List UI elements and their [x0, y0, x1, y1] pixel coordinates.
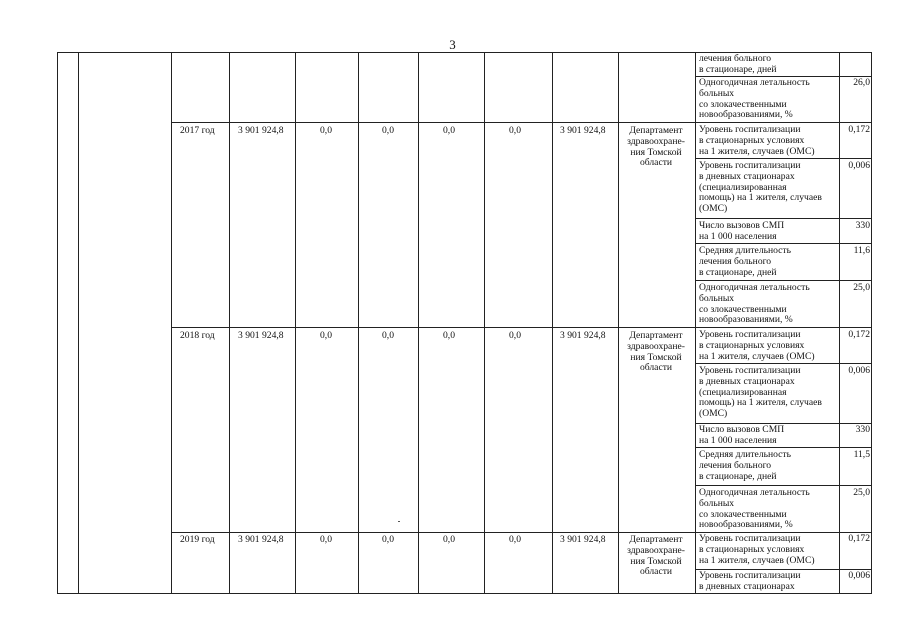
column-line: [839, 52, 840, 594]
indicator-name: Уровень госпитализации в стационарных условиях на 1 жителя, случаев (ОМС): [699, 329, 815, 362]
indicator-separator: [696, 243, 872, 244]
column-line: [618, 52, 619, 594]
indicator-name: Средняя длительность лечения больного в стационаре, дней: [699, 245, 791, 278]
total-amount: 3 901 924,8: [238, 125, 284, 136]
year-separator: [172, 122, 872, 123]
amount-cell: 0,0: [443, 534, 455, 545]
indicator-separator: [696, 280, 872, 281]
total-amount: 3 901 924,8: [238, 330, 284, 341]
year-label: 2018 год: [180, 330, 215, 341]
regional-amount: 3 901 924,8: [560, 330, 606, 341]
total-amount: 3 901 924,8: [238, 534, 284, 545]
federal-amount: 0,0: [320, 125, 332, 136]
indicator-value: 0,006: [848, 160, 870, 171]
indicator-value: 11,6: [853, 245, 870, 256]
indicator-name: лечения больного в стационаре, дней: [699, 53, 777, 75]
amount-cell: 0,0: [382, 125, 394, 136]
indicator-name: Уровень госпитализации в стационарных условиях на 1 жителя, случаев (ОМС): [699, 533, 815, 566]
indicator-value: 0,006: [848, 365, 870, 376]
amount-cell: 0,0: [443, 125, 455, 136]
regional-amount: 3 901 924,8: [560, 534, 606, 545]
column-line: [871, 52, 872, 594]
scan-speck: [398, 521, 400, 522]
indicator-name: Одногодичная летальность больных со злокачественными новообразованиями, %: [699, 282, 810, 326]
indicator-value: 26,0: [853, 77, 870, 88]
indicator-name: Число вызовов СМП на 1 000 населения: [699, 424, 785, 446]
indicator-value: 0,172: [848, 329, 870, 340]
indicator-separator: [696, 447, 872, 448]
indicator-value: 0,172: [848, 533, 870, 544]
column-line: [229, 52, 230, 594]
indicator-separator: [696, 218, 872, 219]
amount-cell: 0,0: [509, 125, 521, 136]
indicator-value: 11,5: [853, 449, 870, 460]
responsible-department: Департамент здравоохране- ния Томской области: [627, 330, 685, 374]
column-line: [552, 52, 553, 594]
column-line: [171, 52, 172, 594]
indicator-separator: [696, 485, 872, 486]
column-line: [295, 52, 296, 594]
column-line: [358, 52, 359, 594]
year-separator: [172, 327, 872, 328]
amount-cell: 0,0: [382, 330, 394, 341]
responsible-department: Департамент здравоохране- ния Томской области: [627, 534, 685, 578]
column-line: [418, 52, 419, 594]
indicator-name: Средняя длительность лечения больного в стационаре, дней: [699, 449, 791, 482]
responsible-department: Департамент здравоохране- ния Томской области: [627, 125, 685, 169]
year-label: 2017 год: [180, 125, 215, 136]
amount-cell: 0,0: [443, 330, 455, 341]
indicator-value: 330: [855, 220, 870, 231]
indicator-separator: [696, 158, 872, 159]
indicator-name: Число вызовов СМП на 1 000 населения: [699, 220, 785, 242]
column-line: [484, 52, 485, 594]
table-bottom-border: [57, 593, 872, 594]
indicator-name: Одногодичная летальность больных со злокачественными новообразованиями, %: [699, 487, 810, 531]
indicator-name: Одногодичная летальность больных со злокачественными новообразованиями, %: [699, 77, 810, 121]
indicator-name: Уровень госпитализации в стационарных условиях на 1 жителя, случаев (ОМС): [699, 124, 815, 157]
amount-cell: 0,0: [382, 534, 394, 545]
page-number: 3: [449, 37, 456, 52]
indicator-separator: [696, 363, 872, 364]
indicator-name: Уровень госпитализации в дневных стационарах (специализированная помощь) на 1 жителя, случаев (ОМС): [699, 365, 822, 420]
federal-amount: 0,0: [320, 534, 332, 545]
indicator-value: 25,0: [853, 487, 870, 498]
indicator-name: Уровень госпитализации в дневных стационарах: [699, 570, 801, 592]
column-line: [57, 52, 58, 594]
indicator-value: 0,006: [848, 570, 870, 581]
indicator-value: 25,0: [853, 282, 870, 293]
amount-cell: 0,0: [509, 534, 521, 545]
indicator-value: 330: [855, 424, 870, 435]
column-line: [695, 52, 696, 594]
indicator-value: 0,172: [848, 124, 870, 135]
federal-amount: 0,0: [320, 330, 332, 341]
indicator-name: Уровень госпитализации в дневных стационарах (специализированная помощь) на 1 жителя, случаев (ОМС): [699, 160, 822, 215]
year-label: 2019 год: [180, 534, 215, 545]
amount-cell: 0,0: [509, 330, 521, 341]
regional-amount: 3 901 924,8: [560, 125, 606, 136]
column-line: [78, 52, 79, 594]
